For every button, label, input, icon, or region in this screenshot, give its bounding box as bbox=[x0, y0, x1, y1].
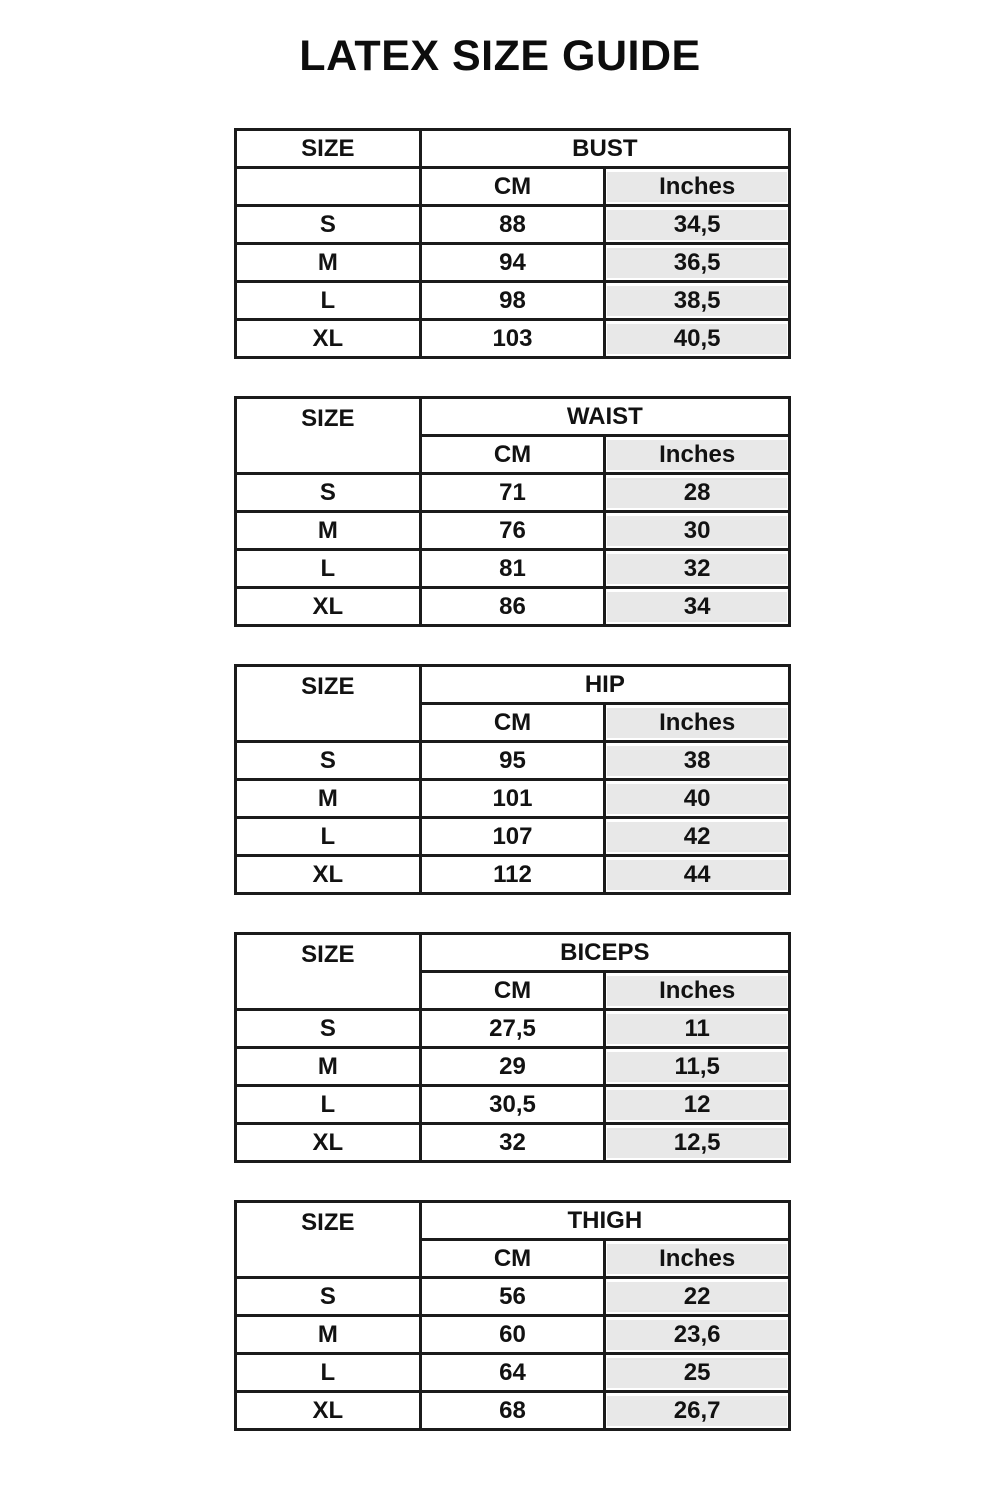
table-row bbox=[236, 818, 790, 856]
table-row bbox=[236, 588, 790, 626]
size-cell: XL bbox=[236, 320, 421, 358]
table-header-row bbox=[236, 666, 790, 704]
page-title: LATEX SIZE GUIDE bbox=[299, 32, 701, 80]
cm-cell: 95 bbox=[420, 742, 605, 780]
cm-cell: 29 bbox=[420, 1048, 605, 1086]
cm-cell: 56 bbox=[420, 1278, 605, 1316]
size-cell: XL bbox=[236, 588, 421, 626]
inches-column-header bbox=[605, 168, 790, 206]
size-table-thigh bbox=[234, 1200, 791, 1431]
table-row bbox=[236, 1010, 790, 1048]
inches-value: 28 bbox=[607, 478, 787, 508]
cm-cell: 68 bbox=[420, 1392, 605, 1430]
cm-cell: 107 bbox=[420, 818, 605, 856]
table-header-row bbox=[236, 1202, 790, 1240]
inches-column-header bbox=[605, 1240, 790, 1278]
size-tables-container bbox=[234, 128, 791, 1431]
cm-column-header: CM bbox=[420, 1240, 605, 1278]
size-column-header: SIZE bbox=[236, 1202, 421, 1278]
inches-cell bbox=[605, 588, 790, 626]
inches-cell bbox=[605, 282, 790, 320]
size-cell: L bbox=[236, 282, 421, 320]
size-cell: S bbox=[236, 742, 421, 780]
inches-cell bbox=[605, 1354, 790, 1392]
measurement-header-biceps: BICEPS bbox=[420, 934, 789, 972]
size-cell: L bbox=[236, 1086, 421, 1124]
cm-cell: 32 bbox=[420, 1124, 605, 1162]
cm-cell: 64 bbox=[420, 1354, 605, 1392]
inches-cell bbox=[605, 550, 790, 588]
inches-value: 38,5 bbox=[607, 286, 787, 316]
table-header-row bbox=[236, 130, 790, 168]
inches-value: 26,7 bbox=[607, 1396, 787, 1426]
inches-cell bbox=[605, 1124, 790, 1162]
size-column-header: SIZE bbox=[236, 666, 421, 742]
inches-value: 36,5 bbox=[607, 248, 787, 278]
inches-value: 40 bbox=[607, 784, 787, 814]
table-row bbox=[236, 550, 790, 588]
size-table-biceps bbox=[234, 932, 791, 1163]
cm-cell: 27,5 bbox=[420, 1010, 605, 1048]
cm-cell: 98 bbox=[420, 282, 605, 320]
unit-header-row bbox=[236, 168, 790, 206]
inches-cell bbox=[605, 320, 790, 358]
size-table-hip bbox=[234, 664, 791, 895]
inches-value: 25 bbox=[607, 1358, 787, 1388]
size-cell: M bbox=[236, 1316, 421, 1354]
size-table-bust bbox=[234, 128, 791, 359]
inches-cell bbox=[605, 512, 790, 550]
inches-value: 32 bbox=[607, 554, 787, 584]
cm-cell: 71 bbox=[420, 474, 605, 512]
inches-value: 34,5 bbox=[607, 210, 787, 240]
inches-value: 38 bbox=[607, 746, 787, 776]
cm-cell: 60 bbox=[420, 1316, 605, 1354]
table-row bbox=[236, 1086, 790, 1124]
inches-cell bbox=[605, 1086, 790, 1124]
size-cell: XL bbox=[236, 1124, 421, 1162]
empty-cell bbox=[236, 168, 421, 206]
inches-cell bbox=[605, 1010, 790, 1048]
table-row bbox=[236, 1278, 790, 1316]
cm-cell: 94 bbox=[420, 244, 605, 282]
inches-cell bbox=[605, 206, 790, 244]
measurement-header-hip: HIP bbox=[420, 666, 789, 704]
inches-cell bbox=[605, 1316, 790, 1354]
cm-column-header: CM bbox=[420, 972, 605, 1010]
cm-cell: 76 bbox=[420, 512, 605, 550]
size-column-header: SIZE bbox=[236, 130, 421, 168]
table-header-row bbox=[236, 398, 790, 436]
size-column-header: SIZE bbox=[236, 398, 421, 474]
inches-cell bbox=[605, 474, 790, 512]
inches-header-label: Inches bbox=[607, 1244, 787, 1274]
inches-header-label: Inches bbox=[607, 708, 787, 738]
size-cell: S bbox=[236, 206, 421, 244]
size-table-waist bbox=[234, 396, 791, 627]
size-cell: L bbox=[236, 1354, 421, 1392]
table-row bbox=[236, 474, 790, 512]
cm-column-header: CM bbox=[420, 436, 605, 474]
table-row bbox=[236, 856, 790, 894]
cm-cell: 81 bbox=[420, 550, 605, 588]
table-row bbox=[236, 742, 790, 780]
table-row bbox=[236, 512, 790, 550]
inches-cell bbox=[605, 1392, 790, 1430]
inches-value: 23,6 bbox=[607, 1320, 787, 1350]
inches-cell bbox=[605, 856, 790, 894]
size-cell: M bbox=[236, 1048, 421, 1086]
inches-cell bbox=[605, 818, 790, 856]
inches-header-label: Inches bbox=[607, 440, 787, 470]
inches-value: 12 bbox=[607, 1090, 787, 1120]
inches-cell bbox=[605, 742, 790, 780]
cm-cell: 30,5 bbox=[420, 1086, 605, 1124]
table-row bbox=[236, 206, 790, 244]
cm-cell: 88 bbox=[420, 206, 605, 244]
inches-value: 40,5 bbox=[607, 324, 787, 354]
inches-value: 34 bbox=[607, 592, 787, 622]
size-cell: M bbox=[236, 780, 421, 818]
table-row bbox=[236, 1392, 790, 1430]
cm-column-header: CM bbox=[420, 168, 605, 206]
size-cell: S bbox=[236, 474, 421, 512]
size-cell: XL bbox=[236, 856, 421, 894]
size-cell: M bbox=[236, 244, 421, 282]
inches-header-label: Inches bbox=[607, 976, 787, 1006]
size-cell: M bbox=[236, 512, 421, 550]
measurement-header-waist: WAIST bbox=[420, 398, 789, 436]
inches-column-header bbox=[605, 972, 790, 1010]
inches-value: 11 bbox=[607, 1014, 787, 1044]
cm-column-header: CM bbox=[420, 704, 605, 742]
cm-cell: 103 bbox=[420, 320, 605, 358]
size-cell: L bbox=[236, 550, 421, 588]
inches-header-label: Inches bbox=[607, 172, 787, 202]
inches-value: 44 bbox=[607, 860, 787, 890]
inches-column-header bbox=[605, 704, 790, 742]
size-cell: XL bbox=[236, 1392, 421, 1430]
table-row bbox=[236, 1048, 790, 1086]
inches-value: 12,5 bbox=[607, 1128, 787, 1158]
inches-cell bbox=[605, 244, 790, 282]
cm-cell: 86 bbox=[420, 588, 605, 626]
size-column-header: SIZE bbox=[236, 934, 421, 1010]
measurement-header-thigh: THIGH bbox=[420, 1202, 789, 1240]
inches-value: 42 bbox=[607, 822, 787, 852]
table-row bbox=[236, 244, 790, 282]
cm-cell: 112 bbox=[420, 856, 605, 894]
inches-cell bbox=[605, 780, 790, 818]
measurement-header-bust: BUST bbox=[420, 130, 789, 168]
size-cell: S bbox=[236, 1278, 421, 1316]
size-cell: L bbox=[236, 818, 421, 856]
inches-column-header bbox=[605, 436, 790, 474]
table-row bbox=[236, 1316, 790, 1354]
table-header-row bbox=[236, 934, 790, 972]
inches-cell bbox=[605, 1278, 790, 1316]
inches-cell bbox=[605, 1048, 790, 1086]
inches-value: 22 bbox=[607, 1282, 787, 1312]
cm-cell: 101 bbox=[420, 780, 605, 818]
table-row bbox=[236, 1124, 790, 1162]
table-row bbox=[236, 1354, 790, 1392]
table-row bbox=[236, 780, 790, 818]
inches-value: 30 bbox=[607, 516, 787, 546]
table-row bbox=[236, 320, 790, 358]
inches-value: 11,5 bbox=[607, 1052, 787, 1082]
table-row bbox=[236, 282, 790, 320]
size-cell: S bbox=[236, 1010, 421, 1048]
